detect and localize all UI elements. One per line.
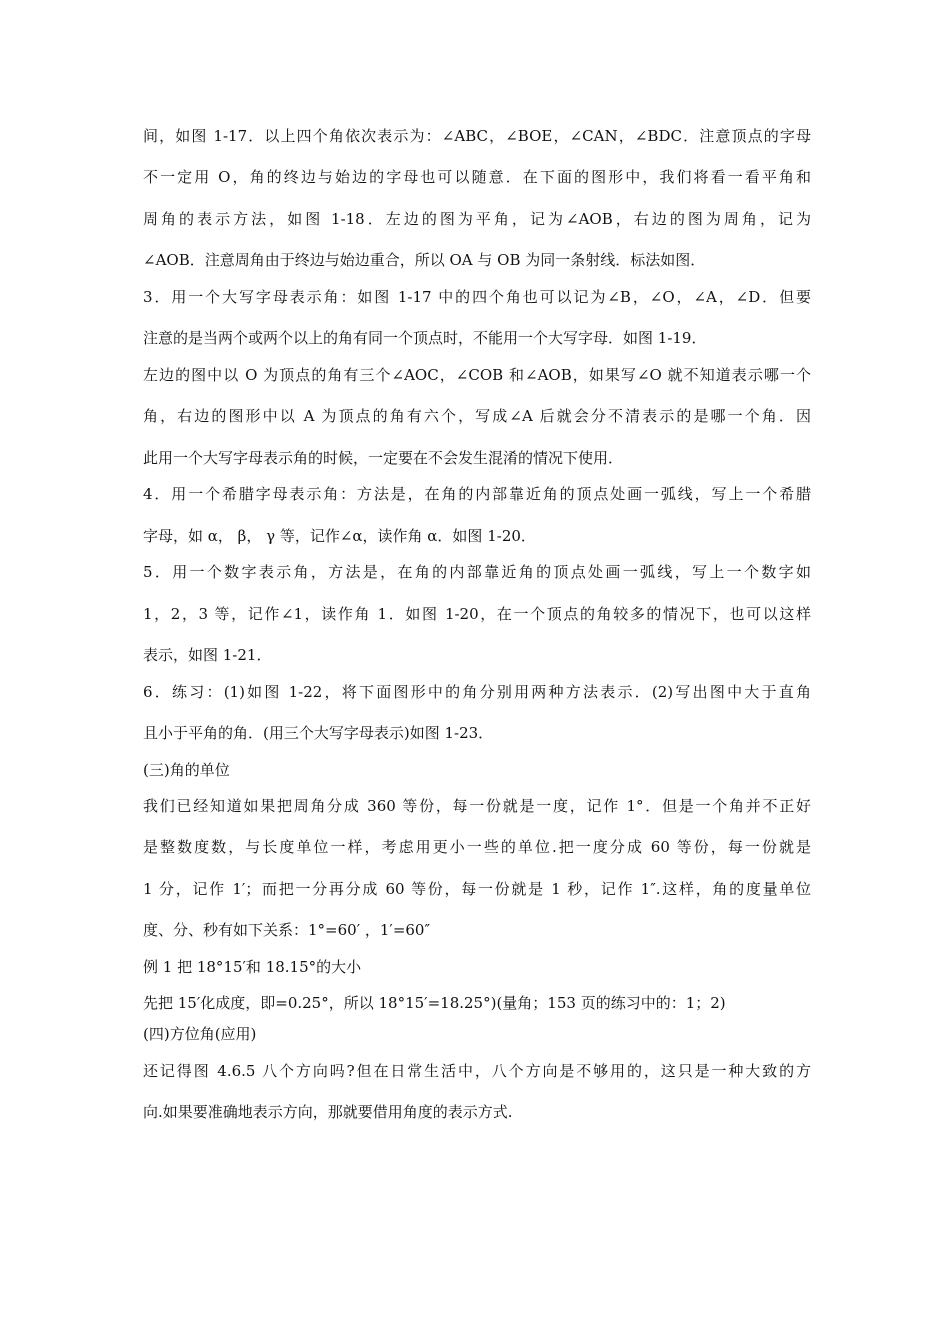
text-line: ∠AOB．注意周角由于终边与始边重合，所以 OA 与 OB 为同一条射线．标法如图． (143, 251, 706, 269)
text-line: 字母，如 α， β， γ 等，记作∠α，读作角 α．如图 1-20． (143, 527, 536, 545)
text-line: 是整数度数，与长度单位一样，考虑用更小一些的单位.把一度分成 60 等份，每一份就是 (143, 838, 811, 856)
text-line: 且小于平角的角．(用三个大写字母表示)如图 1-23． (143, 724, 494, 742)
text-line: 向.如果要准确地表示方向，那就要借用角度的表示方式. (143, 1103, 513, 1121)
text-line: 左边的图中以 O 为顶点的角有三个∠AOC，∠COB 和∠AOB，如果写∠O 就不知道表示哪一个 (143, 366, 811, 384)
text-line: 角，右边的图形中以 A 为顶点的角有六个，写成∠A 后就会分不清表示的是哪一个角．因 (143, 407, 811, 425)
text-line: 还记得图 4.6.5 八个方向吗?但在日常生活中，八个方向是不够用的，这只是一种大致的方 (143, 1062, 811, 1080)
text-line: 度、分、秒有如下关系：1°=60′ ，1′=60″ (143, 921, 431, 939)
text-line: 1，2，3 等，记作∠1，读作角 1．如图 1-20，在一个顶点的角较多的情况下，也可以这样 (143, 605, 811, 623)
text-line: 此用一个大写字母表示角的时候，一定要在不会发生混淆的情况下使用． (143, 449, 624, 467)
text-line: 注意的是当两个或两个以上的角有同一个顶点时，不能用一个大写字母．如图 1-19． (143, 329, 707, 347)
section-heading: (三)角的单位 (143, 761, 230, 779)
text-line: 表示，如图 1-21． (143, 646, 272, 664)
text-line: 先把 15′化成度，即=0.25°，所以 18°15′=18.25°)(量角；153 页的练习中的：1；2) (143, 994, 726, 1012)
text-line: 5．用一个数字表示角，方法是，在角的内部靠近角的顶点处画一弧线，写上一个数字如 (143, 563, 811, 581)
text-line: 6．练习：(1)如图 1-22，将下面图形中的角分别用两种方法表示．(2)写出图中大于直角 (143, 683, 811, 701)
text-line: 3．用一个大写字母表示角：如图 1-17 中的四个角也可以记为∠B，∠O，∠A，∠D．但要 (143, 288, 811, 306)
example-line: 例 1 把 18°15′和 18.15°的大小 (143, 958, 362, 976)
text-line: 1 分，记作 1′；而把一分再分成 60 等份，每一份就是 1 秒，记作 1″.这样，角的度量单位 (143, 880, 811, 898)
text-line: 间，如图 1-17．以上四个角依次表示为：∠ABC，∠BOE，∠CAN，∠BDC．注意顶点的字母 (143, 127, 811, 145)
section-heading: (四)方位角(应用) (143, 1025, 257, 1043)
text-line: 4．用一个希腊字母表示角：方法是，在角的内部靠近角的顶点处画一弧线，写上一个希腊 (143, 485, 811, 503)
text-line: 我们已经知道如果把周角分成 360 等份，每一份就是一度，记作 1°．但是一个角并不正好 (143, 797, 811, 815)
text-line: 周角的表示方法，如图 1-18．左边的图为平角，记为∠AOB，右边的图为周角，记为 (143, 210, 811, 228)
text-line: 不一定用 O，角的终边与始边的字母也可以随意．在下面的图形中，我们将看一看平角和 (143, 168, 811, 186)
